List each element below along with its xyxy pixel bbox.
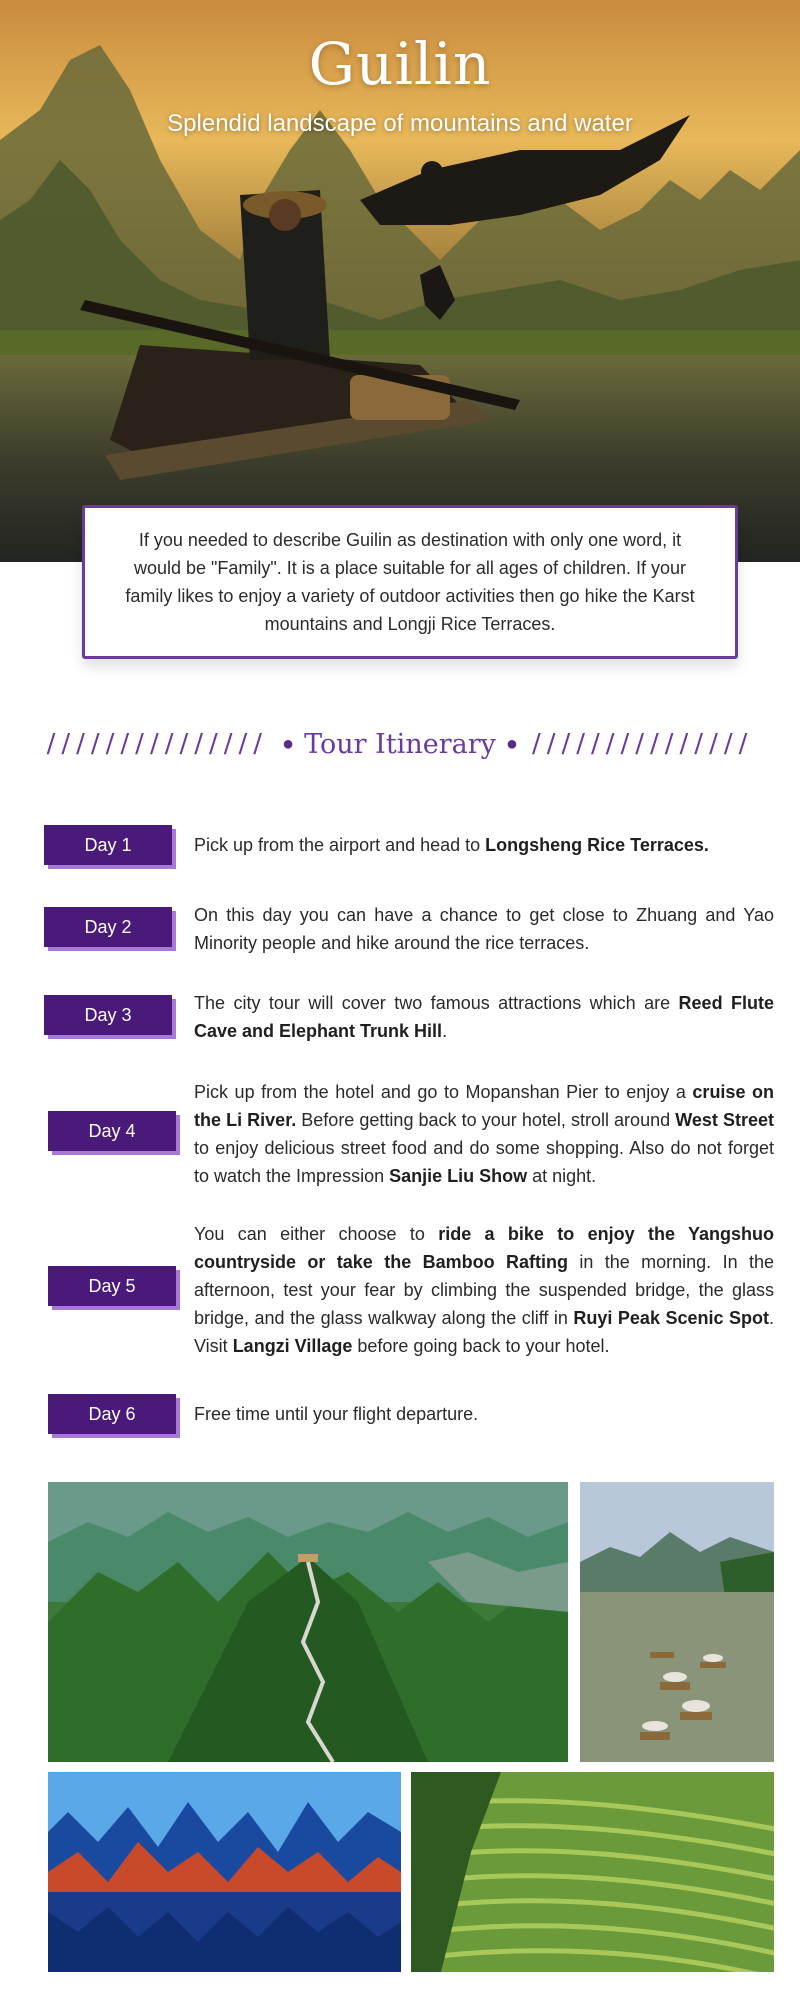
section-header (0, 722, 800, 766)
section-title: Tour Itinerary (304, 728, 496, 760)
description-text: Pick up from the hotel and go to Mopanshan Pier to enjoy a (194, 1082, 693, 1102)
day-description (194, 1078, 774, 1190)
highlight-text: Longsheng Rice Terraces. (485, 835, 709, 855)
description-text: The city tour will cover two famous attractions which are (194, 993, 679, 1013)
highlight-text: Reed Flute Cave and Elephant Trunk Hill (194, 993, 774, 1041)
day-description (194, 831, 774, 859)
description-text: . Visit (194, 1308, 774, 1356)
day-description (194, 1220, 774, 1360)
dot-icon: ● (505, 732, 518, 755)
description-text: Pick up from the airport and head to (194, 835, 486, 855)
description-text: to enjoy delicious street food and do some shopping. Also do not forget to watch the Impression (194, 1138, 774, 1186)
dot-icon: ● (282, 732, 295, 755)
description-text: Free time until your flight departure. (194, 1404, 479, 1424)
photo-bamboo-rafting (580, 1482, 774, 1762)
day-badge: Day 2 (44, 907, 172, 947)
day-description (194, 1400, 774, 1428)
intro-text: If you needed to describe Guilin as destination with only one word, it would be "Family". It is a place suitable for all ages of children. If your family likes to enjoy a variety of outdoor activities then go hike the Karst mountains and Longji Rice Terraces. (125, 530, 695, 634)
photo-reed-flute-cave (48, 1772, 401, 1972)
highlight-text: West Street (675, 1110, 774, 1130)
highlight-text: Langzi Village (232, 1336, 353, 1356)
highlight-text: ride a bike to enjoy the Yangshuo countryside or take the Bamboo Rafting (194, 1224, 774, 1272)
description-text: On this day you can have a chance to get close to Zhuang and Yao Minority people and hike around the rice terraces. (194, 905, 774, 953)
description-text: before going back to your hotel. (352, 1336, 610, 1356)
decorative-slashes-left: /////////////// (46, 729, 269, 759)
description-text: at night. (527, 1166, 597, 1186)
page-subtitle: Splendid landscape of mountains and water (167, 110, 633, 137)
day-description (194, 989, 774, 1045)
day-badge: Day 5 (48, 1266, 176, 1306)
highlight-text: Ruyi Peak Scenic Spot (573, 1308, 769, 1328)
section-title-group (282, 729, 518, 760)
highlight-text: Sanjie Liu Show (389, 1166, 528, 1186)
description-text: You can either choose to (194, 1224, 439, 1244)
description-text: Before getting back to your hotel, stroll around (296, 1110, 676, 1130)
photo-rice-terraces (411, 1772, 774, 1972)
day-description (194, 901, 774, 957)
day-badge: Day 4 (48, 1111, 176, 1151)
page-title: Guilin (308, 30, 492, 98)
highlight-text: cruise on the Li River. (194, 1082, 774, 1130)
day-badge: Day 6 (48, 1394, 176, 1434)
description-text: in the morning. In the afternoon, test your fear by climbing the suspended bridge, the glass bridge, and the glass walkway along the cliff in (194, 1252, 774, 1328)
decorative-slashes-right: /////////////// (531, 729, 754, 759)
photo-karst-mountains (48, 1482, 568, 1762)
description-text: . (442, 1021, 448, 1041)
day-badge: Day 1 (44, 825, 172, 865)
hero-banner (0, 0, 800, 562)
intro-card (82, 505, 738, 659)
day-badge: Day 3 (44, 995, 172, 1035)
